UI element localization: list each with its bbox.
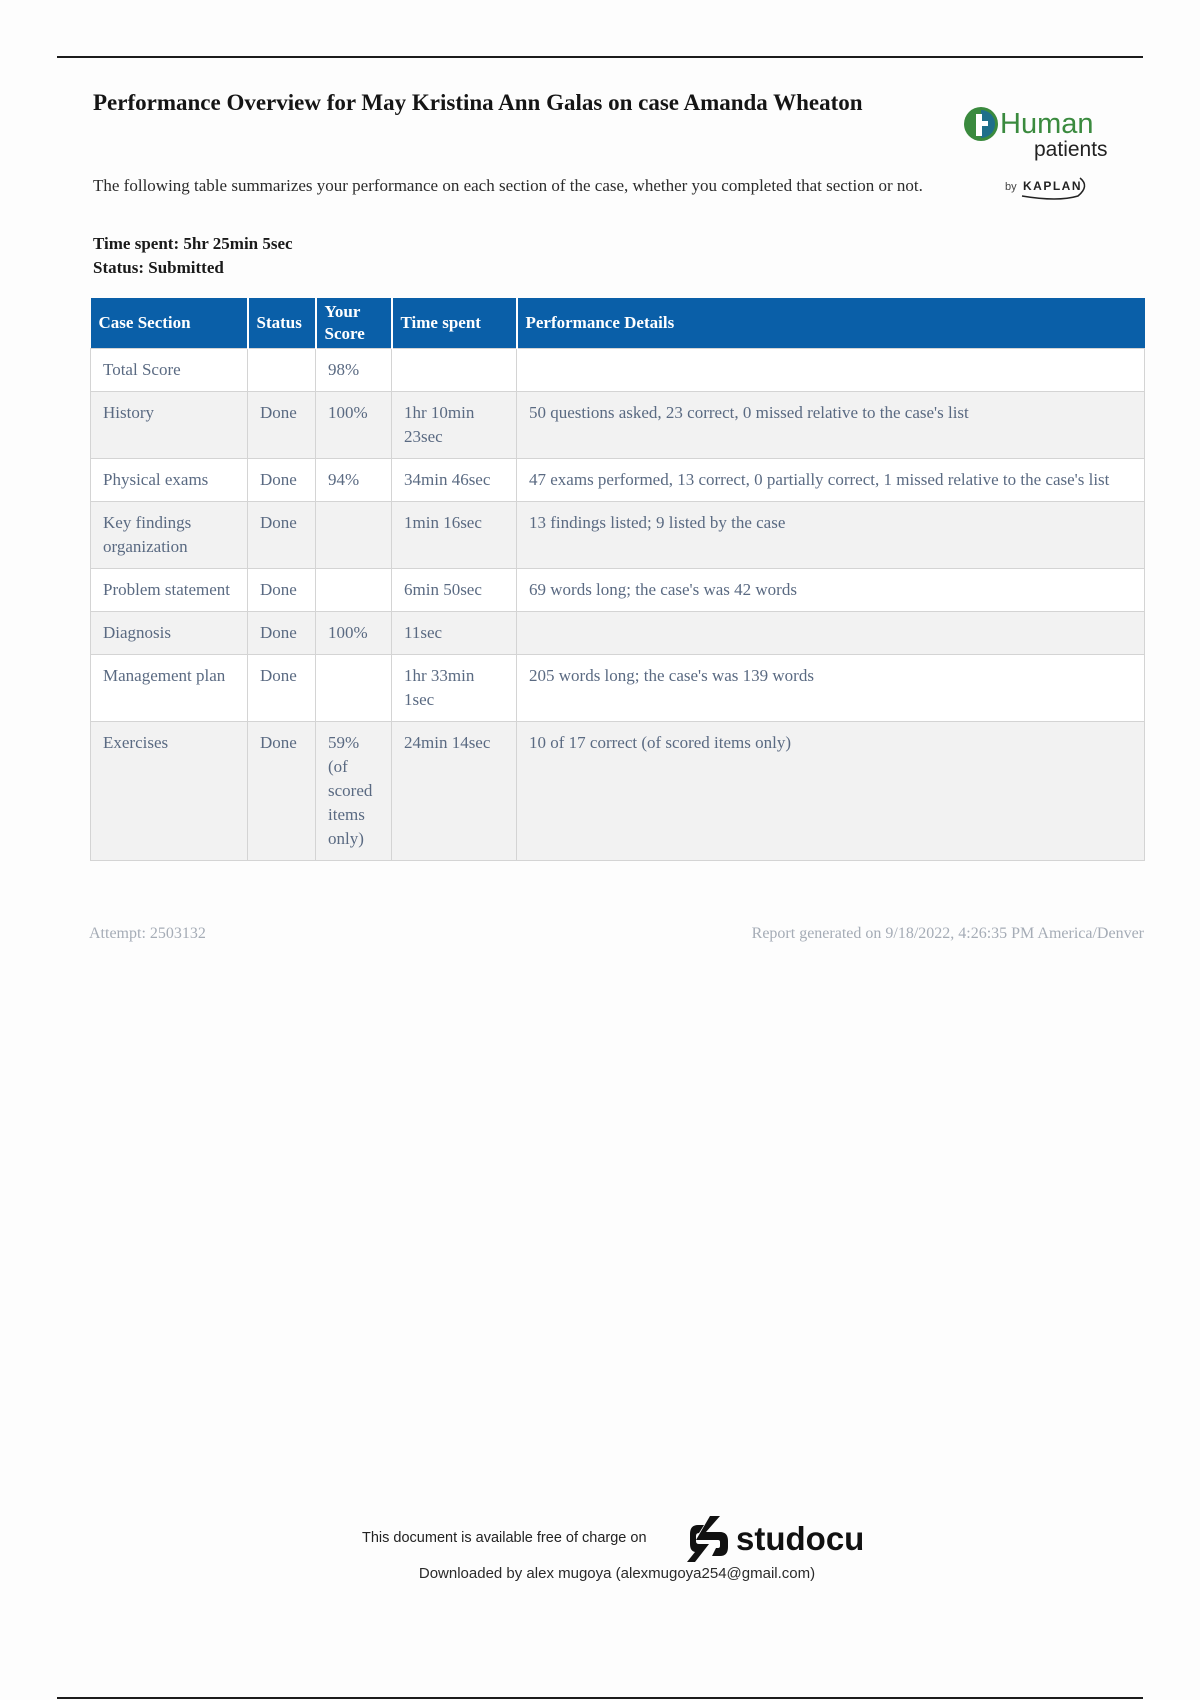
cell-status: Done <box>248 392 316 459</box>
time-spent-summary: Time spent: 5hr 25min 5sec <box>93 234 293 253</box>
cell-status: Done <box>248 612 316 655</box>
cell-details <box>517 612 1145 655</box>
cell-time: 24min 14sec <box>392 722 517 861</box>
col-header-score: Your Score <box>316 298 392 349</box>
cell-details <box>517 349 1145 392</box>
cell-time: 1hr 10min 23sec <box>392 392 517 459</box>
attempt-id: Attempt: 2503132 <box>89 925 206 942</box>
status-summary: Status: Submitted <box>93 258 224 277</box>
studocu-wordmark: studocu <box>736 1520 865 1557</box>
cell-details: 13 findings listed; 9 listed by the case <box>517 502 1145 569</box>
cell-score: 98% <box>316 349 392 392</box>
table-row <box>91 349 1145 392</box>
performance-table <box>90 298 1145 861</box>
logo-brand-line1: Human <box>1000 108 1094 140</box>
col-header-details: Performance Details <box>517 298 1145 349</box>
cell-section: Problem statement <box>91 569 248 612</box>
cell-score: 94% <box>316 459 392 502</box>
table-header-row <box>91 298 1145 349</box>
col-header-status: Status <box>248 298 316 349</box>
cell-score <box>316 569 392 612</box>
cell-section: Key findings organization <box>91 502 248 569</box>
cell-score <box>316 502 392 569</box>
cell-details: 47 exams performed, 13 correct, 0 partially correct, 1 missed relative to the case's list <box>517 459 1145 502</box>
bottom-rule <box>57 1697 1143 1699</box>
studocu-logo[interactable] <box>680 1512 880 1568</box>
cell-time: 11sec <box>392 612 517 655</box>
summary-meta <box>93 232 293 280</box>
cell-status: Done <box>248 459 316 502</box>
intro-text: The following table summarizes your performance on each section of the case, whether you completed that section or not. <box>93 176 923 195</box>
cell-section: Management plan <box>91 655 248 722</box>
table-row <box>91 502 1145 569</box>
cell-time: 1min 16sec <box>392 502 517 569</box>
cell-score <box>316 655 392 722</box>
cell-time: 34min 46sec <box>392 459 517 502</box>
studocu-available-text: This document is available free of charge on <box>362 1530 647 1546</box>
col-header-section: Case Section <box>91 298 248 349</box>
cell-time: 6min 50sec <box>392 569 517 612</box>
report-generated-timestamp: Report generated on 9/18/2022, 4:26:35 PM America/Denver <box>751 925 1144 942</box>
human-patients-logo <box>962 104 1132 204</box>
table-row <box>91 392 1145 459</box>
studocu-mark-icon <box>687 1516 728 1562</box>
cell-status <box>248 349 316 392</box>
logo-by: by <box>1005 181 1017 193</box>
top-rule <box>57 56 1143 58</box>
table-row <box>91 459 1145 502</box>
cell-status: Done <box>248 722 316 861</box>
logo-brand-line2: patients <box>1034 138 1108 161</box>
cell-details: 10 of 17 correct (of scored items only) <box>517 722 1145 861</box>
logo-partner: KAPLAN <box>1023 179 1082 193</box>
page-title: Performance Overview for May Kristina Ann Galas on case Amanda Wheaton <box>93 90 863 115</box>
table-row <box>91 722 1145 861</box>
cell-status: Done <box>248 655 316 722</box>
table-row <box>91 655 1145 722</box>
cell-status: Done <box>248 569 316 612</box>
cell-section: History <box>91 392 248 459</box>
cell-details: 205 words long; the case's was 139 words <box>517 655 1145 722</box>
table-row <box>91 612 1145 655</box>
cell-score: 100% <box>316 392 392 459</box>
cell-section: Exercises <box>91 722 248 861</box>
cell-section: Total Score <box>91 349 248 392</box>
table-row <box>91 569 1145 612</box>
cell-score: 59% (of scored items only) <box>316 722 392 861</box>
cell-details: 50 questions asked, 23 correct, 0 missed relative to the case's list <box>517 392 1145 459</box>
cell-section: Physical exams <box>91 459 248 502</box>
cell-section: Diagnosis <box>91 612 248 655</box>
downloaded-by-text: Downloaded by alex mugoya (alexmugoya254@gmail.com) <box>418 1565 816 1582</box>
cell-details: 69 words long; the case's was 42 words <box>517 569 1145 612</box>
col-header-time: Time spent <box>392 298 517 349</box>
cell-status: Done <box>248 502 316 569</box>
cell-score: 100% <box>316 612 392 655</box>
cell-time <box>392 349 517 392</box>
cell-time: 1hr 33min 1sec <box>392 655 517 722</box>
